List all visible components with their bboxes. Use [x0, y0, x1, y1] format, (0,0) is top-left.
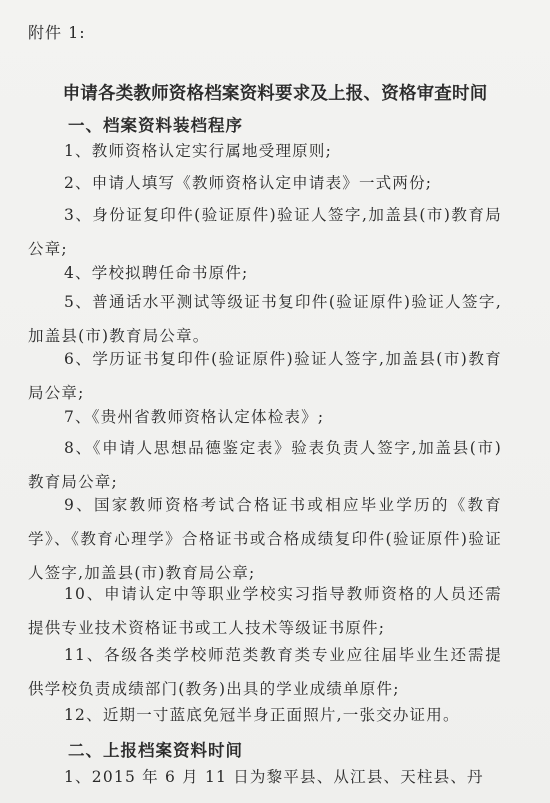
- list-item-2: 2、申请人填写《教师资格认定申请表》一式两份;: [64, 174, 433, 192]
- document-title: 申请各类教师资格档案资料要求及上报、资格审查时间: [62, 84, 488, 104]
- section2-item-1: 1、2015 年 6 月 11 日为黎平县、从江县、天柱县、丹: [64, 768, 484, 786]
- list-item-8: 8、《申请人思想品德鉴定表》验表负责人签字,加盖县(市)教育局公章;: [28, 439, 502, 491]
- attachment-label: 附件 1:: [28, 23, 86, 42]
- list-item-3: 3、身份证复印件(验证原件)验证人签字,加盖县(市)教育局公章;: [28, 206, 502, 258]
- list-item-4: 4、学校拟聘任命书原件;: [64, 264, 249, 282]
- list-item-1: 1、教师资格认定实行属地受理原则;: [64, 142, 332, 160]
- list-item-11: 11、各级各类学校师范类教育类专业应往届毕业生还需提供学校负责成绩部门(教务)出具的学业成绩单原件;: [28, 646, 502, 698]
- section-heading-2: 二、上报档案资料时间: [68, 741, 243, 760]
- section-heading-1: 一、档案资料装档程序: [68, 116, 243, 135]
- list-item-7: 7、《贵州省教师资格认定体检表》;: [64, 408, 325, 426]
- list-item-5: 5、普通话水平测试等级证书复印件(验证原件)验证人签字,加盖县(市)教育局公章。: [28, 293, 502, 345]
- list-item-6: 6、学历证书复印件(验证原件)验证人签字,加盖县(市)教育局公章;: [28, 350, 502, 402]
- list-item-9: 9、国家教师资格考试合格证书或相应毕业学历的《教育学》、《教育心理学》合格证书或合格成绩复印件(验证原件)验证人签字,加盖县(市)教育局公章;: [28, 496, 502, 582]
- list-item-12: 12、近期一寸蓝底免冠半身正面照片,一张交办证用。: [64, 706, 460, 724]
- list-item-10: 10、申请认定中等职业学校实习指导教师资格的人员还需提供专业技术资格证书或工人技术等级证书原件;: [28, 585, 502, 637]
